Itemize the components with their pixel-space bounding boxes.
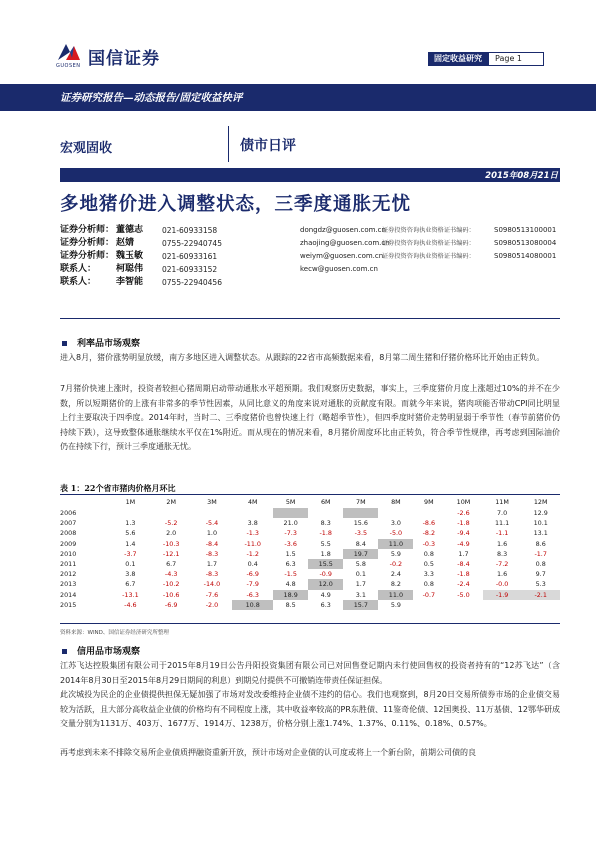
section-heading-credit [62,644,140,657]
table-cell: 0.1 [355,570,366,579]
table-cell: 6.7 [125,580,136,589]
table-cell: -0.3 [422,539,436,548]
table-cell: 4.8 [285,580,296,589]
table-cell: -5.0 [457,590,470,599]
table-cell: 2.4 [390,570,401,579]
contact-role: 联系人： [60,264,97,274]
table-column-header: 10M [456,498,471,506]
bullet-icon [62,649,67,654]
pork-price-table [60,496,560,610]
analyst-row [60,250,560,263]
table-cell: -0.0 [495,580,509,589]
table-cell: -1.8 [457,570,470,579]
bullet-icon [62,341,67,346]
table-column-header: 11M [495,498,509,506]
analyst-row [60,237,560,250]
analyst-cert-label: 证券投资咨询执业资格证书编码： [382,253,475,260]
analyst-role: 证券分析师： [60,238,115,248]
sub-category: 宏观固收 [60,141,113,156]
table-cell: 6.3 [285,560,296,569]
contact-row [60,276,560,289]
table-cell [444,600,483,610]
table-year-cell: 2015 [60,600,77,609]
table-cell [413,508,444,518]
table-row [60,579,560,589]
table-cell: -2.0 [205,600,219,609]
table-row [60,518,560,528]
category-tag: 固定收益研究 [428,52,488,66]
table-cell: -5.4 [205,519,219,528]
analyst-cert-code: S0980513100001 [494,226,557,234]
contact-row [60,263,560,276]
table-cell [483,600,522,610]
table-cell: 5.9 [390,600,401,609]
table-cell: 2.0 [166,529,177,538]
table-cell: 11.1 [494,519,510,528]
table-cell: -10.3 [162,539,180,548]
table-cell: -1.8 [457,519,470,528]
analyst-role: 证券分析师： [60,225,115,235]
table-row [60,508,560,518]
header-box [428,52,544,66]
table-year-cell: 2010 [60,549,77,558]
table-cell: -2.1 [521,590,560,600]
table-year-cell: 2014 [60,590,77,599]
table-cell: -1.1 [495,529,509,538]
analyst-phone: 021-60933161 [162,252,218,261]
analyst-phone: 0755-22940745 [162,239,222,248]
table-cell: -1.5 [284,570,297,579]
table-cell: 21.0 [283,519,298,528]
table-cell: -1.3 [246,529,259,538]
logo-text: 国信证券 [88,49,160,69]
table-cell: -4.3 [164,570,178,579]
table-cell: -6.9 [246,570,259,579]
report-date: 2015年08月21日 [485,171,558,181]
table-cell: -8.4 [457,560,470,569]
table-cell: 5.9 [390,549,401,558]
table-column-header: 8M [391,498,401,506]
table-cell: 7.0 [496,509,508,518]
table-cell: 0.8 [535,560,546,569]
table-row [60,549,560,559]
table-cell: 4.9 [320,590,331,599]
table-column-header: 9M [424,498,434,506]
paragraph: 再考虑到未来不排除交易所企业债质押融资重新开放，预计市场对企业债的认可度或将上一个新台阶，前期公司债的良 [60,748,476,757]
table-cell: 11.0 [378,590,413,600]
table-cell: -7.2 [495,560,509,569]
table-cell: -14.0 [203,580,221,589]
table-cell: 8.6 [535,539,546,548]
analyst-role: 证券分析师： [60,251,115,261]
table-cell: 3.0 [390,519,401,528]
table-column-header: 6M [320,498,331,506]
table-cell: -2.6 [457,509,470,518]
table-row [60,559,560,569]
table-bottom-rule [60,623,560,624]
report-title: 多地猪价进入调整状态，三季度通胀无忧 [60,194,412,215]
table-cell: 0.8 [423,549,434,558]
table-cell: -10.2 [162,580,180,589]
table-cell: -3.5 [354,529,368,538]
analyst-name: 董德志 [116,225,144,235]
table-cell: 8.3 [320,519,331,528]
section-heading-rates [62,336,140,349]
table-row [60,600,560,610]
contact-name: 柯聪伟 [116,264,144,274]
table-cell: -1.9 [483,590,522,600]
table-cell [378,508,413,518]
table-cell: -1.8 [319,529,332,538]
table-cell: 15.5 [308,559,343,569]
table-cell: -12.1 [162,549,180,558]
table-cell: 1.7 [355,580,366,589]
table-column-header: 7M [356,498,366,506]
paragraph: 进入8月，猪价涨势明显放缓，南方多地区进入调整状态。从跟踪的22省市高频数据来看，8月第二周生猪和仔猪价格环比开始由正转负。 [60,353,545,362]
table-cell: 1.6 [496,539,508,548]
table-title: 表 1：22个省市猪肉价格月环比 [60,483,176,493]
table-cell: -10.6 [162,590,180,599]
table-cell: 9.7 [535,570,546,579]
table-year-cell: 2009 [60,539,77,548]
table-year-cell: 2007 [60,519,77,528]
table-year-cell: 2011 [60,560,77,569]
table-cell: -2.4 [457,580,470,589]
table-cell: -0.2 [389,560,403,569]
table-cell: 1.4 [125,539,136,548]
table-column-header: 1M [125,498,136,506]
table-cell: -7.3 [284,529,297,538]
section-heading-text: 信用品市场观察 [77,647,141,657]
table-cell: 0.4 [247,560,258,569]
table-cell: -1.2 [246,549,259,558]
table-cell: 5.3 [535,580,546,589]
table-cell: 3.8 [247,519,258,528]
table-cell: 8.3 [496,549,508,558]
analyst-email[interactable]: zhaojing@guosen.com.cn [300,239,390,247]
guosen-logo-icon [56,40,82,62]
table-cell: 1.7 [206,560,218,569]
table-cell: 8.4 [355,539,366,548]
table-cell: -0.9 [319,570,332,579]
paragraph: 7月猪价快速上涨时，投资者较担心猪周期启动带动通胀水平超预期。我们观察历史数据，事实上，三季度猪价月度上涨超过10%的并不在少数，所以短期猪价的上涨有非常多的季节性因素，从同比意义的角度来说对通胀的贡献度有限。而就今年来说，猪肉项能否带动CPI同比明显上行主要取决于四季度。2014年时，当时二、三季度猪价也曾快速上行（略超季节性），但四季度时猪价走势明显弱于季节性（春节前猪价仍持续下跌），这导致整体通胀继续水平仅在1%附近。而从现在的情况来看，8月猪价周度环比由正转负，符合季节性规律，再考虑到国际油价仍在持续下行，预计三季度通胀无忧。 [60,384,560,451]
table-cell [110,508,151,518]
table-cell: 0.1 [125,560,136,569]
table-cell: 5.5 [320,539,331,548]
table-cell: 0.5 [423,560,434,569]
table-column-header: 12M [533,498,548,506]
contact-phone: 0755-22940456 [162,278,222,287]
table-cell: 1.6 [496,570,508,579]
table-cell: 5.6 [125,529,136,538]
table-row [60,528,560,538]
analyst-cert-code: S0980513080004 [494,239,557,247]
contact-email[interactable]: kecw@guosen.com.cn [300,265,378,273]
table-cell [308,508,343,518]
table-cell: 5.8 [355,560,366,569]
table-cell: -3.6 [284,539,297,548]
table-cell: -6.9 [164,600,178,609]
table-cell: -1.7 [534,549,547,558]
analyst-name: 赵婧 [116,238,135,248]
table-cell: -4.6 [124,600,137,609]
table-column-header [60,496,110,508]
table-column-header: 3M [207,498,217,506]
table-cell [413,600,444,610]
report-type-text: 证券研究报告—动态报告/固定收益快评 [60,92,243,104]
table-cell: 10.8 [232,600,273,610]
logo-subtext: GUOSEN [56,63,81,69]
table-year-cell: 2006 [60,509,77,518]
table-row [60,539,560,549]
analyst-phone: 021-60933158 [162,226,218,235]
table-cell: 3.1 [355,590,366,599]
section-rule [60,318,560,319]
table-cell: 10.1 [533,519,548,528]
table-cell: -5.2 [164,519,178,528]
table-cell: 1.0 [206,529,218,538]
report-series: 债市日评 [240,138,296,154]
table-cell: 3.8 [125,570,136,579]
table-cell: -4.9 [457,539,470,548]
paragraph: 此次城投为民企的企业债提供担保无疑加强了市场对发改委维持企业债不违约的信心。我们也观察到，8月20日交易所债券市场的企业债交易较为活跃，且大部分高收益企业债的价格均有不同程度上涨，其中收益率较高的PR东胜债、11鉴奇伦债、12国奥投、11万基债、12鄂华研成交量分别为1131万、403万、1677万、1914万、1238万，价格分别上涨1.74%、1.37%、0.11%、0.18%、0.57%。 [60,690,560,728]
table-cell: 15.7 [343,600,378,610]
table-header-row [60,496,560,508]
table-cell: 0.8 [423,580,434,589]
analyst-email[interactable]: dongdz@guosen.com.cn [300,226,386,234]
table-cell: 13.1 [533,529,548,538]
table-source: 资料来源：WIND、国信证券经济研究所整理 [60,630,169,636]
table-cell [232,508,273,518]
page-number: Page 1 [488,52,544,66]
table-cell: 6.3 [320,600,331,609]
table-cell: -7.6 [205,590,219,599]
analyst-row [60,224,560,237]
table-cell: 8.2 [390,580,401,589]
table-year-cell: 2008 [60,529,77,538]
table-cell: -8.3 [205,570,219,579]
table-cell: -8.3 [205,549,219,558]
table-cell: 1.7 [458,549,469,558]
table-row [60,590,560,600]
table-column-header: 2M [166,498,176,506]
section-heading-text: 利率品市场观察 [77,339,141,349]
sub-divider [228,126,229,162]
table-cell: -7.9 [246,580,259,589]
table-row [60,569,560,579]
table-year-cell: 2012 [60,570,77,579]
table-cell: 1.5 [285,549,296,558]
table-cell: 8.5 [285,600,296,609]
table-cell: 19.7 [343,549,378,559]
table-cell [192,508,233,518]
table-cell: -3.7 [124,549,137,558]
table-cell: 18.9 [273,590,308,600]
analyst-cert-code: S0980514080001 [494,252,557,260]
paragraph: 江苏飞达控股集团有限公司于2015年8月19日公告丹阳投资集团有限公司已对回售登记期内未行使回售权的投资者持有的“12苏飞达”（含2014年8月30日至2015年8月29日期间的利息）到期兑付提供不可撤销连带责任保证担保。 [60,661,560,685]
table-cell: 12.9 [533,509,548,518]
table-cell: 3.3 [423,570,434,579]
table-cell [521,600,560,610]
analyst-list [60,224,560,289]
table-cell: 1.8 [320,549,331,558]
table-cell: 6.7 [166,560,177,569]
table-column-header: 4M [247,498,258,506]
table-cell: -13.1 [122,590,139,599]
table-cell [343,508,378,518]
table-cell: -8.4 [205,539,219,548]
analyst-cert-label: 证券投资咨询执业资格证书编码： [382,240,475,247]
table-cell: -9.4 [457,529,470,538]
table-cell: 11.0 [378,539,413,549]
contact-role: 联系人： [60,277,97,287]
table-cell: 12.0 [308,579,343,589]
table-cell: -5.0 [389,529,403,538]
table-cell: -8.2 [422,529,436,538]
table-column-header: 5M [285,498,296,506]
analyst-name: 魏玉敏 [116,251,144,261]
table-cell: -0.7 [422,590,436,599]
analyst-email[interactable]: weiym@guosen.com.cn [300,252,384,260]
table-cell: 15.6 [353,519,368,528]
table-cell [151,508,192,518]
table-cell: 1.3 [125,519,136,528]
table-cell: -6.3 [246,590,259,599]
contact-phone: 021-60933152 [162,265,218,274]
contact-name: 李智能 [116,277,144,287]
table-cell: -8.6 [422,519,436,528]
table-cell [273,508,308,518]
table-cell: -11.0 [244,539,261,548]
table-top-rule [60,494,560,495]
analyst-cert-label: 证券投资咨询执业资格证书编码： [382,227,475,234]
table-year-cell: 2013 [60,580,77,589]
